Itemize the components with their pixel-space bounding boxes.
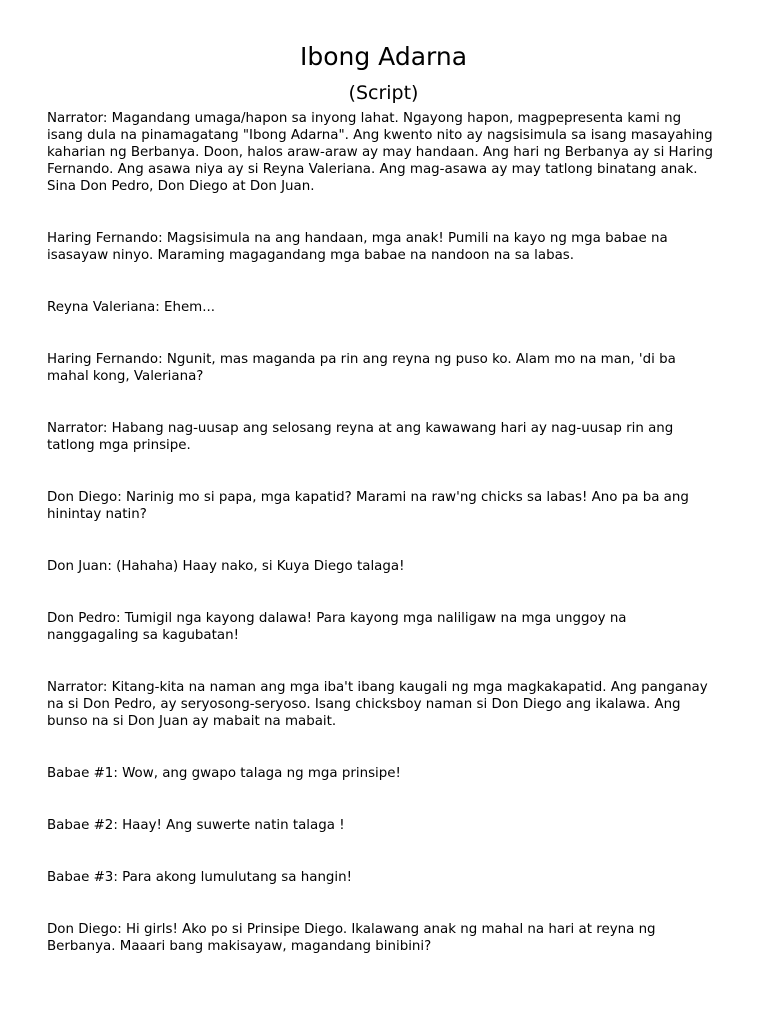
script-line: Babae #3: Para akong lumulutang sa hangin! — [47, 870, 353, 885]
script-line: Reyna Valeriana: Ehem... — [47, 300, 215, 315]
script-line: Narrator: Habang nag-uusap ang selosang reyna at ang kawawang hari ay nag-uusap rin ang tatlong mga prinsipe. — [47, 421, 674, 453]
script-line: Babae #2: Haay! Ang suwerte natin talaga ! — [47, 818, 345, 833]
document-subtitle: (Script) — [348, 82, 419, 104]
script-line: Don Juan: (Hahaha) Haay nako, si Kuya Diego talaga! — [47, 559, 405, 574]
script-body — [47, 110, 720, 955]
script-line: Don Diego: Hi girls! Ako po si Prinsipe Diego. Ikalawang anak ng mahal na hari at reyna ng Berbanya. Maaari bang makisayaw, magandang binibini? — [47, 922, 656, 954]
document-title: Ibong Adarna — [299, 42, 468, 71]
script-line: Haring Fernando: Ngunit, mas maganda pa rin ang reyna ng puso ko. Alam mo na man, 'di ba mahal kong, Valeriana? — [47, 352, 676, 384]
script-line: Narrator: Magandang umaga/hapon sa inyong lahat. Ngayong hapon, magpepresenta kami ng isang dula na pinamagatang "Ibong Adarna". Ang kwento nito ay nagsisimula sa isang masayahing kaharian ng Berbanya. Doon, halos araw-araw ay may handaan. Ang hari ng Berbanya ay si Haring Fernando. Ang asawa niya ay si Reyna Valeriana. Ang mag-asawa ay may tatlong binatang anak. Sina Don Pedro, Don Diego at Don Juan. — [47, 111, 714, 194]
script-line: Don Diego: Narinig mo si papa, mga kapatid? Marami na raw'ng chicks sa labas! Ano pa ba ang hinintay natin? — [47, 490, 689, 522]
script-line: Babae #1: Wow, ang gwapo talaga ng mga prinsipe! — [47, 766, 401, 781]
script-line: Narrator: Kitang-kita na naman ang mga iba't ibang kaugali ng mga magkakapatid. Ang panganay na si Don Pedro, ay seryosong-seryoso. Isang chicksboy naman si Don Diego ang ikalawa. Ang bunso na si Don Juan ay mabait na mabait. — [47, 680, 708, 729]
script-line: Haring Fernando: Magsisimula na ang handaan, mga anak! Pumili na kayo ng mga babae na isasayaw ninyo. Maraming magagandang mga babae na nandoon na sa labas. — [47, 231, 668, 263]
script-line: Don Pedro: Tumigil nga kayong dalawa! Para kayong mga naliligaw na mga unggoy na nanggagaling sa kagubatan! — [47, 611, 627, 643]
